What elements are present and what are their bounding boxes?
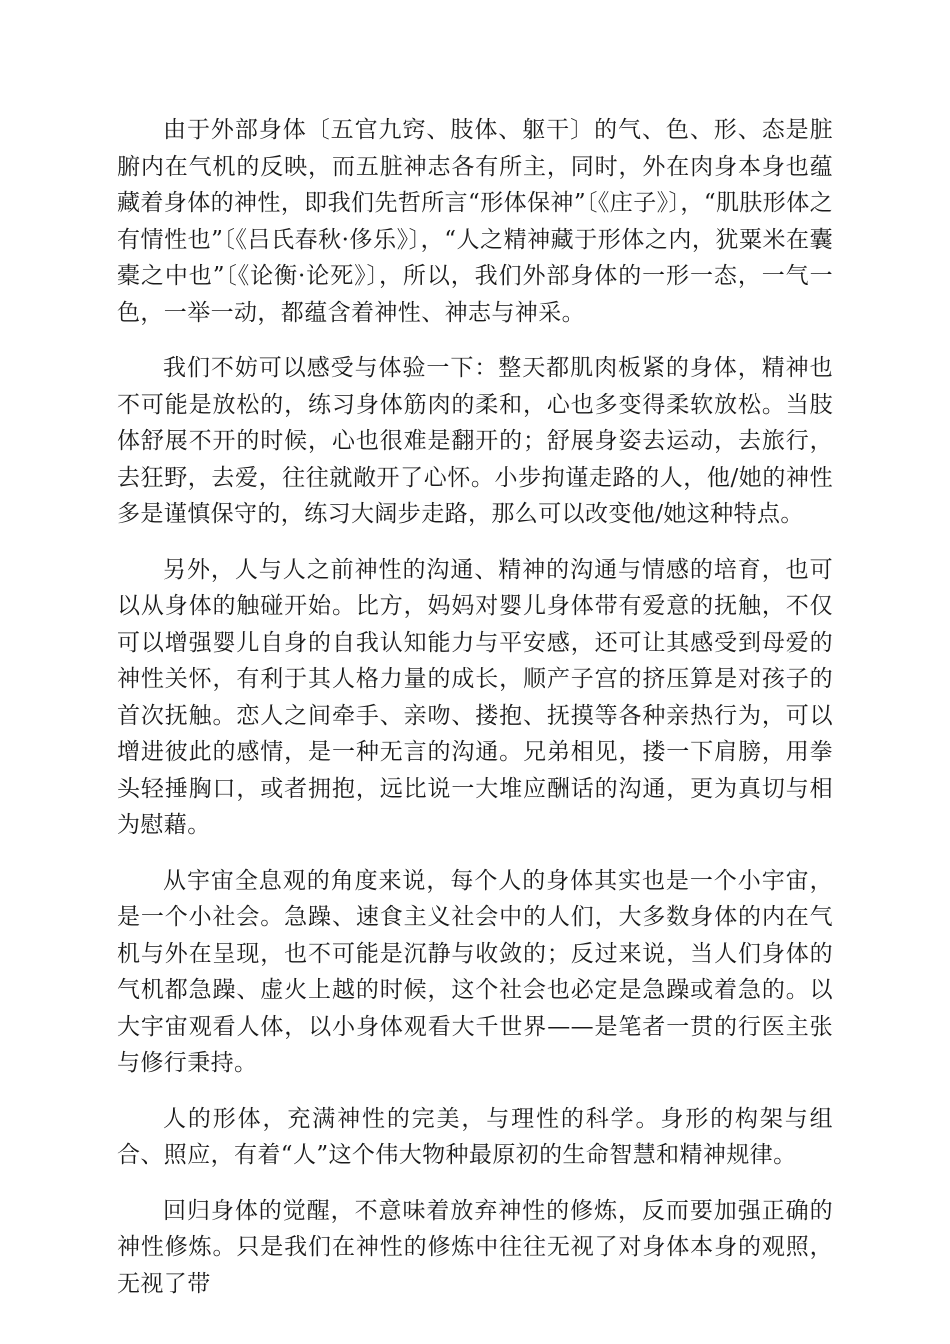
paragraph-6: 回归身体的觉醒，不意味着放弃神性的修炼，反而要加强正确的神性修炼。只是我们在神性的修炼中往往无视了对身体本身的观照，无视了带 <box>117 1197 833 1297</box>
paragraph-1: 由于外部身体〔五官九窍、肢体、躯干〕的气、色、形、态是脏腑内在气机的反映，而五脏神志各有所主，同时，外在肉身本身也蕴藏着身体的神性，即我们先哲所言“形体保神”〔《庄子》〕，“肌肤形体之有情性也”〔《吕氏春秋·侈乐》〕，“人之精神藏于形体之内，犹粟米在囊橐之中也”〔《论衡·论死》〕，所以，我们外部身体的一形一态，一气一色，一举一动，都蕴含着神性、神志与神采。 <box>117 117 833 326</box>
paragraph-3: 另外，人与人之前神性的沟通、精神的沟通与情感的培育，也可以从身体的触碰开始。比方，妈妈对婴儿身体带有爱意的抚触，不仅可以增强婴儿自身的自我认知能力与平安感，还可让其感受到母爱的神性关怀，有利于其人格力量的成长，顺产子宫的挤压算是对孩子的首次抚触。恋人之间牵手、亲吻、搂抱、抚摸等各种亲热行为，可以增进彼此的感情，是一种无言的沟通。兄弟相见，搂一下肩膀，用拳头轻捶胸口，或者拥抱，远比说一大堆应酬话的沟通，更为真切与相为慰藉。 <box>117 556 833 838</box>
paragraph-5: 人的形体，充满神性的完美，与理性的科学。身形的构架与组合、照应，有着“人”这个伟大物种最原初的生命智慧和精神规律。 <box>117 1105 833 1168</box>
body-text <box>117 112 833 1321</box>
paragraph-2: 我们不妨可以感受与体验一下：整天都肌肉板紧的身体，精神也不可能是放松的，练习身体筋肉的柔和，心也多变得柔软放松。当肢体舒展不开的时候，心也很难是翻开的；舒展身姿去运动，去旅行，去狂野，去爱，往往就敞开了心怀。小步拘谨走路的人，他/她的神性多是谨慎保守的，练习大阔步走路，那么可以改变他/她这种特点。 <box>117 355 833 527</box>
paragraph-4: 从宇宙全息观的角度来说，每个人的身体其实也是一个小宇宙，是一个小社会。急躁、速食主义社会中的人们，大多数身体的内在气机与外在呈现，也不可能是沉静与收敛的；反过来说，当人们身体的气机都急躁、虚火上越的时候，这个社会也必定是急躁或着急的。以大宇宙观看人体，以小身体观看大千世界——是笔者一贯的行医主张与修行秉持。 <box>117 867 833 1076</box>
